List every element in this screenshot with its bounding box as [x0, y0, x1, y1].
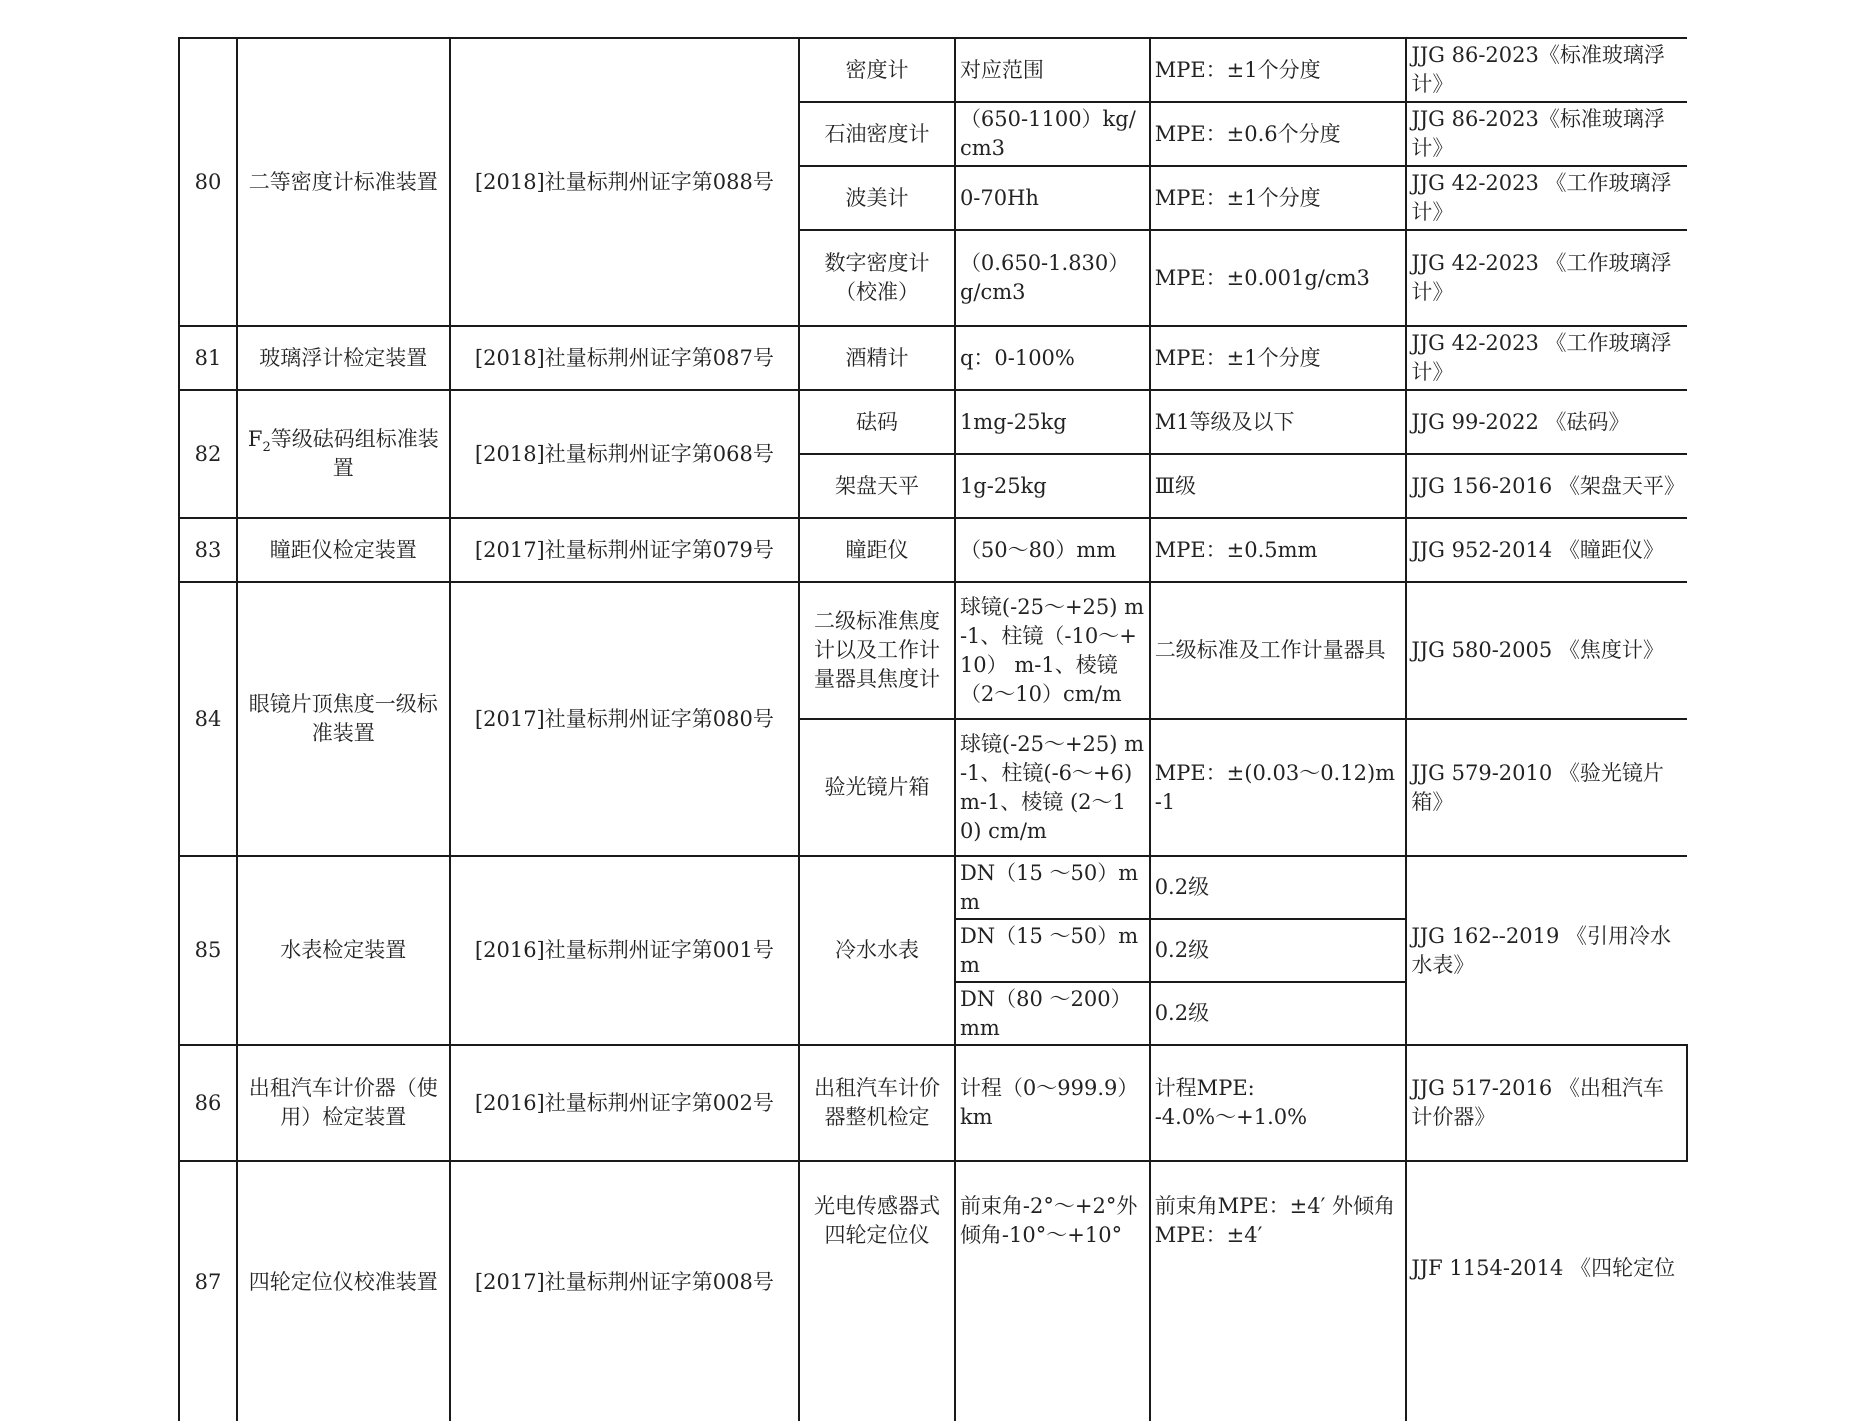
regulation-standard: JJG 156-2016 《架盘天平》	[1406, 454, 1687, 518]
device-name: 水表检定装置	[237, 856, 450, 1045]
row-number: 81	[179, 326, 237, 390]
instrument-name: 冷水水表	[799, 856, 955, 1045]
accuracy-grade: Ⅲ级	[1150, 454, 1407, 518]
instrument-name: 光电传感器式四轮定位仪	[799, 1161, 955, 1421]
measurement-range: 0-70Hh	[955, 166, 1150, 230]
regulation-standard: JJF 1154-2014 《四轮定位	[1406, 1161, 1687, 1421]
accuracy-grade: M1等级及以下	[1150, 390, 1407, 454]
instrument-name: 砝码	[799, 390, 955, 454]
device-name-prefix: F	[247, 427, 263, 451]
accuracy-grade: MPE：±1个分度	[1150, 326, 1407, 390]
accuracy-grade	[1150, 1045, 1407, 1161]
certificate-number: [2016]社量标荆州证字第002号	[450, 1045, 799, 1161]
device-name-subscript: 2	[262, 440, 271, 456]
row-number: 85	[179, 856, 237, 1045]
device-name: 四轮定位仪校准装置	[237, 1161, 450, 1421]
measurement-range: DN（15 ～50）mm	[955, 919, 1150, 982]
regulation-standard: JJG 86-2023《标准玻璃浮计》	[1406, 102, 1687, 166]
regulation-standard: JJG 42-2023 《工作玻璃浮计》	[1406, 166, 1687, 230]
table-row	[179, 1045, 1687, 1161]
table-row	[179, 518, 1687, 582]
instrument-name: 二级标准焦度计以及工作计量器具焦度计	[799, 582, 955, 719]
accuracy-line-2: -4.0%～+1.0%	[1154, 1105, 1308, 1129]
device-name	[237, 390, 450, 518]
measurement-range: 计程（0～999.9）km	[955, 1045, 1150, 1161]
table-row	[179, 856, 1687, 919]
certificate-number: [2018]社量标荆州证字第068号	[450, 390, 799, 518]
device-name: 二等密度计标准装置	[237, 38, 450, 326]
measurement-range: 球镜(-25～+25) m-1、柱镜（-10～+10） m-1、棱镜（2～10）cm/m	[955, 582, 1150, 719]
accuracy-grade: MPE：±1个分度	[1150, 38, 1407, 102]
instrument-name: 密度计	[799, 38, 955, 102]
measurement-range: DN（80 ～200）mm	[955, 982, 1150, 1045]
certificate-number: [2016]社量标荆州证字第001号	[450, 856, 799, 1045]
instrument-name: 酒精计	[799, 326, 955, 390]
table-row	[179, 1161, 1687, 1421]
regulation-standard: JJG 99-2022 《砝码》	[1406, 390, 1687, 454]
instrument-name: 波美计	[799, 166, 955, 230]
measurement-range: （50～80）mm	[955, 518, 1150, 582]
row-number: 87	[179, 1161, 237, 1421]
instrument-name: 验光镜片箱	[799, 719, 955, 856]
regulation-standard: JJG 42-2023 《工作玻璃浮计》	[1406, 230, 1687, 326]
instrument-name: 出租汽车计价器整机检定	[799, 1045, 955, 1161]
row-number: 86	[179, 1045, 237, 1161]
regulation-standard: JJG 580-2005 《焦度计》	[1406, 582, 1687, 719]
row-number: 80	[179, 38, 237, 326]
measurement-range: （0.650-1.830）g/cm3	[955, 230, 1150, 326]
instrument-name: 数字密度计（校准）	[799, 230, 955, 326]
accuracy-grade: MPE：±0.001g/cm3	[1150, 230, 1407, 326]
accuracy-grade: 0.2级	[1150, 856, 1407, 919]
regulation-standard: JJG 952-2014 《瞳距仪》	[1406, 518, 1687, 582]
table-row	[179, 326, 1687, 390]
instrument-name: 石油密度计	[799, 102, 955, 166]
regulation-standard: JJG 86-2023《标准玻璃浮计》	[1406, 38, 1687, 102]
device-name: 眼镜片顶焦度一级标准装置	[237, 582, 450, 856]
accuracy-grade: MPE：±(0.03～0.12)m-1	[1150, 719, 1407, 856]
accuracy-grade: 0.2级	[1150, 982, 1407, 1045]
table-row	[179, 38, 1687, 102]
certificate-number: [2017]社量标荆州证字第008号	[450, 1161, 799, 1421]
table-row	[179, 390, 1687, 454]
row-number: 83	[179, 518, 237, 582]
regulation-standard: JJG 42-2023 《工作玻璃浮计》	[1406, 326, 1687, 390]
measurement-range: 球镜(-25～+25) m-1、柱镜(-6～+6) m-1、棱镜 (2～10) cm/m	[955, 719, 1150, 856]
regulation-standard: JJG 579-2010 《验光镜片箱》	[1406, 719, 1687, 856]
accuracy-grade: 二级标准及工作计量器具	[1150, 582, 1407, 719]
table-viewport	[178, 37, 1688, 1294]
accuracy-grade: 0.2级	[1150, 919, 1407, 982]
device-name: 出租汽车计价器（使用）检定装置	[237, 1045, 450, 1161]
standards-table	[178, 37, 1688, 1421]
accuracy-grade: 前束角MPE：±4′ 外倾角MPE：±4′	[1150, 1161, 1407, 1421]
measurement-range: 1mg-25kg	[955, 390, 1150, 454]
row-number: 82	[179, 390, 237, 518]
certificate-number: [2017]社量标荆州证字第080号	[450, 582, 799, 856]
device-name-text: 等级砝码组标准装置	[270, 427, 439, 480]
instrument-name: 架盘天平	[799, 454, 955, 518]
instrument-name: 瞳距仪	[799, 518, 955, 582]
accuracy-line-1: 计程MPE:	[1154, 1076, 1255, 1100]
certificate-number: [2018]社量标荆州证字第088号	[450, 38, 799, 326]
accuracy-grade: MPE：±0.6个分度	[1150, 102, 1407, 166]
table-row	[179, 582, 1687, 719]
certificate-number: [2018]社量标荆州证字第087号	[450, 326, 799, 390]
measurement-range: 前束角-2°～+2°外倾角-10°～+10°	[955, 1161, 1150, 1421]
regulation-standard: JJG 517-2016 《出租汽车计价器》	[1406, 1045, 1687, 1161]
accuracy-grade: MPE：±0.5mm	[1150, 518, 1407, 582]
device-name: 瞳距仪检定装置	[237, 518, 450, 582]
regulation-standard: JJG 162--2019 《引用冷水水表》	[1406, 856, 1687, 1045]
measurement-range: q：0-100%	[955, 326, 1150, 390]
measurement-range: 1g-25kg	[955, 454, 1150, 518]
device-name: 玻璃浮计检定装置	[237, 326, 450, 390]
row-number: 84	[179, 582, 237, 856]
certificate-number: [2017]社量标荆州证字第079号	[450, 518, 799, 582]
accuracy-grade: MPE：±1个分度	[1150, 166, 1407, 230]
measurement-range: （650-1100）kg/cm3	[955, 102, 1150, 166]
measurement-range: 对应范围	[955, 38, 1150, 102]
measurement-range: DN（15 ～50）mm	[955, 856, 1150, 919]
